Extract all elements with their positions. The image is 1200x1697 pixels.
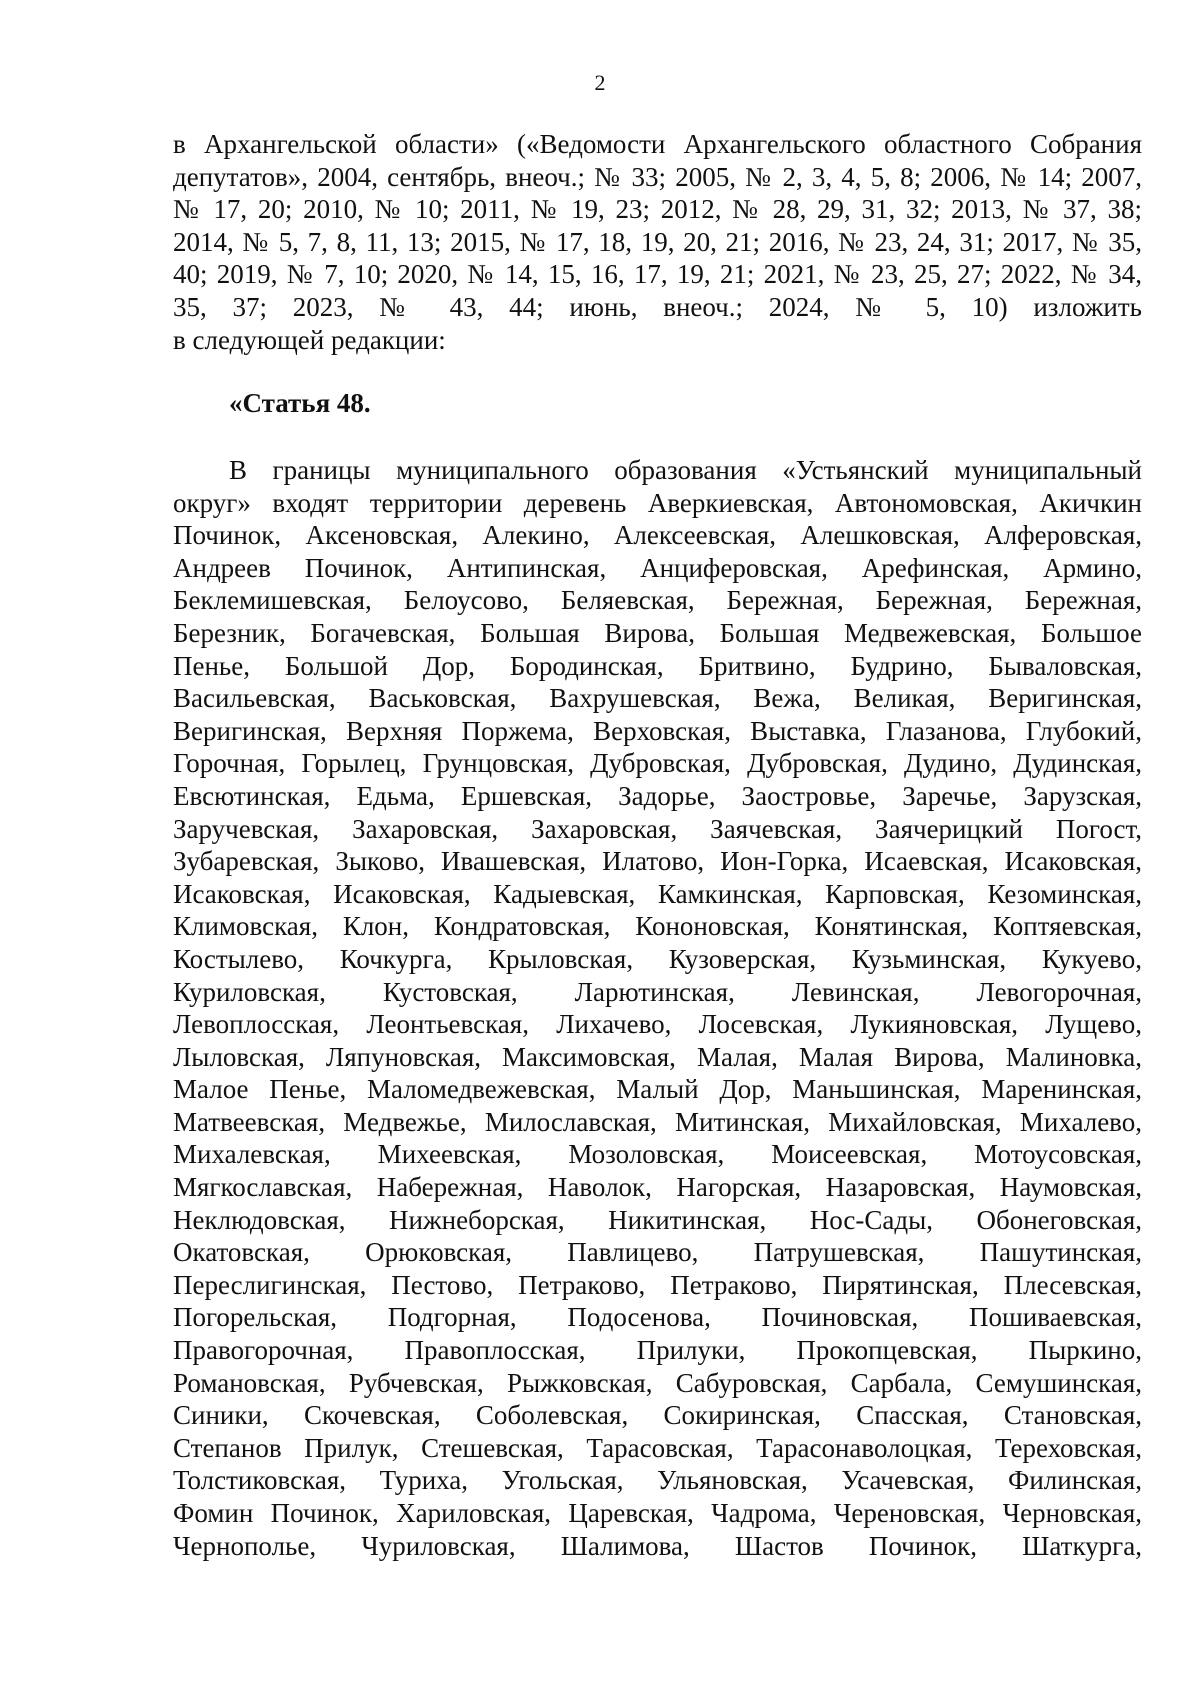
body-line: Березник, Богачевская, Большая Вирова, Большая Медвежевская, Большое: [173, 617, 1142, 648]
body-line: Михалевская, Михеевская, Мозоловская, Моисеевская, Мотоусовская,: [173, 1139, 1142, 1170]
page-number: 2: [594, 70, 606, 95]
body-line: Беклемишевская, Белоусово, Беляевская, Бережная, Бережная, Бережная,: [173, 585, 1142, 616]
body-line: Синики, Скочевская, Соболевская, Сокиринская, Спасская, Становская,: [173, 1400, 1142, 1431]
body-line: Куриловская, Кустовская, Ларютинская, Левинская, Левогорочная,: [173, 976, 1142, 1007]
intro-line: 40; 2019, № 7, 10; 2020, № 14, 15, 16, 17, 19, 21; 2021, № 23, 25, 27; 2022, № 34,: [173, 259, 1142, 290]
body-line: Правогорочная, Правоплосская, Прилуки, Прокопцевская, Пыркино,: [173, 1335, 1142, 1366]
body-line: Горочная, Горылец, Грунцовская, Дубровская, Дубровская, Дудино, Дудинская,: [173, 748, 1142, 779]
body-line: Евсютинская, Едьма, Ершевская, Задорье, Заостровье, Заречье, Зарузская,: [173, 780, 1142, 811]
body-line: Неклюдовская, Нижнеборская, Никитинская, Нос-Сады, Обонеговская,: [173, 1204, 1142, 1235]
body-line: Малое Пенье, Маломедвежевская, Малый Дор, Маньшинская, Маренинская,: [173, 1074, 1142, 1105]
body-line: Заручевская, Захаровская, Захаровская, Заячевская, Заячерицкий Погост,: [173, 813, 1142, 844]
article-body-paragraph: [173, 454, 1142, 1562]
intro-line: депутатов», 2004, сентябрь, внеоч.; № 33; 2005, № 2, 3, 4, 5, 8; 2006, № 14; 2007,: [173, 161, 1142, 192]
body-line: Толстиковская, Туриха, Угольская, Ульяновская, Усачевская, Филинская,: [173, 1465, 1142, 1496]
body-line: округ» входят территории деревень Аверкиевская, Автономовская, Акичкин: [173, 487, 1142, 518]
body-line: Климовская, Клон, Кондратовская, Кононовская, Конятинская, Коптяевская,: [173, 911, 1142, 942]
body-line: Костылево, Кочкурга, Крыловская, Кузоверская, Кузьминская, Кукуево,: [173, 943, 1142, 974]
body-line: Чернополье, Чуриловская, Шалимова, Шастов Починок, Шаткурга,: [173, 1530, 1142, 1561]
body-line: Романовская, Рубчевская, Рыжковская, Сабуровская, Сарбала, Семушинская,: [173, 1367, 1142, 1398]
body-line: Исаковская, Исаковская, Кадыевская, Камкинская, Карповская, Кезоминская,: [173, 878, 1142, 909]
body-line: Погорельская, Подгорная, Подосенова, Починовская, Пошиваевская,: [173, 1302, 1142, 1333]
intro-line: № 17, 20; 2010, № 10; 2011, № 19, 23; 2012, № 28, 29, 31, 32; 2013, № 37, 38;: [173, 194, 1142, 225]
body-line: Андреев Починок, Антипинская, Анциферовская, Арефинская, Армино,: [173, 552, 1142, 583]
article-heading: «Статья 48.: [229, 388, 371, 418]
body-line: Починок, Аксеновская, Алекино, Алексеевская, Алешковская, Алферовская,: [173, 520, 1142, 551]
intro-line: 35, 37; 2023, № 43, 44; июнь, внеоч.; 2024, № 5, 10) изложить: [173, 291, 1142, 322]
body-line: Матвеевская, Медвежье, Милославская, Митинская, Михайловская, Михалево,: [173, 1106, 1142, 1137]
body-line: Васильевская, Васьковская, Вахрушевская, Вежа, Великая, Веригинская,: [173, 683, 1142, 714]
body-line: Мягкославская, Набережная, Наволок, Нагорская, Назаровская, Наумовская,: [173, 1172, 1142, 1203]
body-line: Зубаревская, Зыково, Ивашевская, Илатово, Ион-Горка, Исаевская, Исаковская,: [173, 846, 1142, 877]
intro-line: в Архангельской области» («Ведомости Архангельского областного Собрания: [173, 129, 1142, 159]
intro-line: 2014, № 5, 7, 8, 11, 13; 2015, № 17, 18, 19, 20, 21; 2016, № 23, 24, 31; 2017, № 35,: [173, 226, 1142, 257]
intro-line: в следующей редакции:: [173, 324, 446, 355]
body-line: Пенье, Большой Дор, Бородинская, Бритвино, Будрино, Бываловская,: [173, 650, 1142, 681]
body-line: Окатовская, Орюковская, Павлицево, Патрушевская, Пашутинская,: [173, 1237, 1142, 1268]
body-line: Лыловская, Ляпуновская, Максимовская, Малая, Малая Вирова, Малиновка,: [173, 1041, 1142, 1072]
body-line: В границы муниципального образования «Устьянский муниципальный: [229, 455, 1142, 485]
body-line: Переслигинская, Пестово, Петраково, Петраково, Пирятинская, Плесевская,: [173, 1269, 1142, 1300]
body-line: Левоплосская, Леонтьевская, Лихачево, Лосевская, Лукияновская, Лущево,: [173, 1009, 1142, 1040]
body-line: Веригинская, Верхняя Поржема, Верховская, Выставка, Глазанова, Глубокий,: [173, 715, 1142, 746]
body-line: Степанов Прилук, Стешевская, Тарасовская, Тарасонаволоцкая, Тереховская,: [173, 1432, 1142, 1463]
body-line: Фомин Починок, Хариловская, Царевская, Чадрома, Череновская, Черновская,: [173, 1498, 1142, 1528]
intro-paragraph: [173, 128, 1142, 356]
